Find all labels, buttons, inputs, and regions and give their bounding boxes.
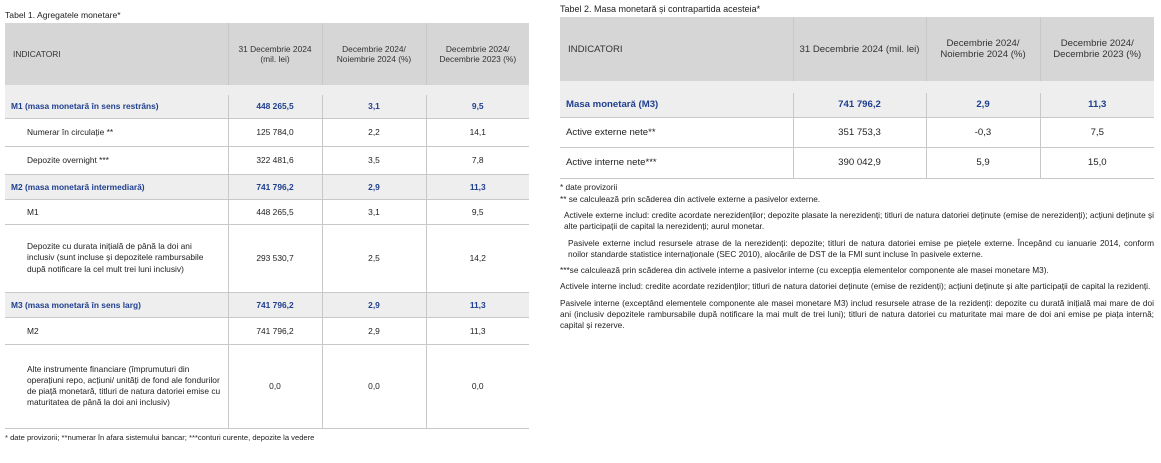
table-row: [5, 146, 529, 174]
row-value: 322 481,6: [228, 146, 322, 174]
row-value: 741 796,2: [228, 174, 322, 199]
note-internal-liabilities: Pasivele interne (exceptând elementele componente ale masei monetare M3) includ resursele atrase de la rezidenți: depozite cu durată inițială mai mare de doi ani (inclusiv depozitele rambursabile după notificare la mai mult de trei luni); titluri de natura datoriei cu maturitate mai mare de doi ani emise pe piața internă; capital și rezerve.: [560, 297, 1154, 331]
row-yoy: 7,5: [1040, 117, 1154, 147]
table2-notes: [560, 182, 1154, 332]
row-mom: 2,5: [322, 224, 426, 292]
note-net-internal: ***se calculează prin scăderea din activele interne a pasivelor interne (cu excepția elementelor componente ale masei monetare M3).: [560, 265, 1049, 276]
table1-panel: [5, 0, 529, 442]
table-row: [5, 174, 529, 199]
row-mom: 5,9: [926, 147, 1040, 178]
column-header-indicators: INDICATORI: [5, 23, 228, 85]
table-row: [560, 117, 1154, 147]
table2: [560, 17, 1154, 179]
table-row: [5, 292, 529, 317]
row-yoy: 7,8: [426, 146, 529, 174]
column-header-indicators: INDICATORI: [560, 17, 793, 81]
row-value: 448 265,5: [228, 95, 322, 118]
table-row: [5, 118, 529, 146]
row-yoy: 11,3: [1040, 93, 1154, 117]
row-label: Depozite overnight ***: [5, 146, 228, 174]
column-header-yoy: Decembrie 2024/ Decembrie 2023 (%): [426, 23, 529, 85]
column-header-mom: Decembrie 2024/ Noiembrie 2024 (%): [322, 23, 426, 85]
row-yoy: 9,5: [426, 95, 529, 118]
row-label: Depozite cu durata inițială de până la doi ani inclusiv (sunt incluse și depozitele rambursabile după notificare la cel mult trei luni inclusiv): [5, 224, 228, 292]
row-value: 741 796,2: [228, 292, 322, 317]
table-row: [5, 317, 529, 344]
spacer: [560, 81, 1154, 93]
row-mom: 2,9: [322, 292, 426, 317]
row-label: M3 (masa monetară în sens larg): [5, 292, 228, 317]
note-internal-assets: Activele interne includ: credite acordate rezidenților; titluri de natura datoriei deținute (emise de rezidenți); acțiuni deținute și alte participații de capital la rezidenți.: [560, 281, 1151, 292]
row-mom: 0,0: [322, 344, 426, 428]
row-label: Alte instrumente financiare (împrumuturi din operațiuni repo, acțiuni/ unități de fond ale fondurilor de piață monetară, titluri de natura datoriei emise cu maturitatea de până la doi ani inclusiv): [5, 344, 228, 428]
table-row: [5, 95, 529, 118]
row-yoy: 11,3: [426, 317, 529, 344]
row-mom: 3,1: [322, 199, 426, 224]
row-value: 448 265,5: [228, 199, 322, 224]
spacer: [5, 85, 529, 95]
table-row: [560, 147, 1154, 178]
row-mom: 3,5: [322, 146, 426, 174]
row-value: 390 042,9: [793, 147, 926, 178]
row-label: M1: [5, 199, 228, 224]
table2-panel: [560, 0, 1154, 337]
row-yoy: 0,0: [426, 344, 529, 428]
row-mom: 2,9: [322, 317, 426, 344]
row-yoy: 11,3: [426, 292, 529, 317]
row-label: Masa monetară (M3): [560, 93, 793, 117]
row-mom: 2,9: [322, 174, 426, 199]
table1-footnote: * date provizorii; **numerar în afara sistemului bancar; ***conturi curente, depozite la vedere: [5, 432, 315, 442]
row-yoy: 15,0: [1040, 147, 1154, 178]
column-header-value: 31 Decembrie 2024 (mil. lei): [228, 23, 322, 85]
column-header-yoy: Decembrie 2024/ Decembrie 2023 (%): [1040, 17, 1154, 81]
column-header-mom: Decembrie 2024/ Noiembrie 2024 (%): [926, 17, 1040, 81]
row-mom: 2,9: [926, 93, 1040, 117]
table2-caption: Tabel 2. Masa monetară și contrapartida acesteia*: [560, 4, 761, 14]
table-row: [5, 344, 529, 428]
column-header-value: 31 Decembrie 2024 (mil. lei): [793, 17, 926, 81]
table-row: [5, 224, 529, 292]
row-label: M1 (masa monetară în sens restrâns): [5, 95, 228, 118]
note-external-assets: Activele externe includ: credite acordate nerezidenților; depozite plasate la nerezidenți; titluri de natura datoriei deținute (emise de nerezidenți); acțiuni deținute și alte participații de capital la nerezidenți; aurul monetar.: [564, 210, 1154, 232]
row-yoy: 11,3: [426, 174, 529, 199]
table-row: [560, 93, 1154, 117]
row-yoy: 9,5: [426, 199, 529, 224]
table1: [5, 23, 529, 429]
row-label: M2 (masa monetară intermediară): [5, 174, 228, 199]
row-mom: 2,2: [322, 118, 426, 146]
table1-header-row: [5, 23, 529, 85]
note-provisional: * date provizorii: [560, 181, 618, 192]
row-yoy: 14,1: [426, 118, 529, 146]
row-mom: -0,3: [926, 117, 1040, 147]
row-label: Active externe nete**: [560, 117, 793, 147]
row-mom: 3,1: [322, 95, 426, 118]
row-value: 125 784,0: [228, 118, 322, 146]
row-value: 0,0: [228, 344, 322, 428]
row-yoy: 14,2: [426, 224, 529, 292]
row-label: Active interne nete***: [560, 147, 793, 178]
table-row: [5, 199, 529, 224]
row-value: 293 530,7: [228, 224, 322, 292]
table1-caption: Tabel 1. Agregatele monetare*: [5, 10, 121, 20]
row-label: M2: [5, 317, 228, 344]
note-net-external: ** se calculează prin scăderea din activele externe a pasivelor externe.: [560, 193, 821, 204]
note-external-liabilities: Pasivele externe includ resursele atrase de la nerezidenți: depozite; titluri de natura datoriei emise pe piețele externe. Începând cu ianuarie 2014, conform noilor standarde statistice internaționale (SEC 2010), alocările de DST de la FMI sunt incluse în pasivele externe.: [568, 237, 1154, 259]
row-value: 741 796,2: [793, 93, 926, 117]
row-value: 351 753,3: [793, 117, 926, 147]
row-label: Numerar în circulație **: [5, 118, 228, 146]
row-value: 741 796,2: [228, 317, 322, 344]
table2-header-row: [560, 17, 1154, 81]
